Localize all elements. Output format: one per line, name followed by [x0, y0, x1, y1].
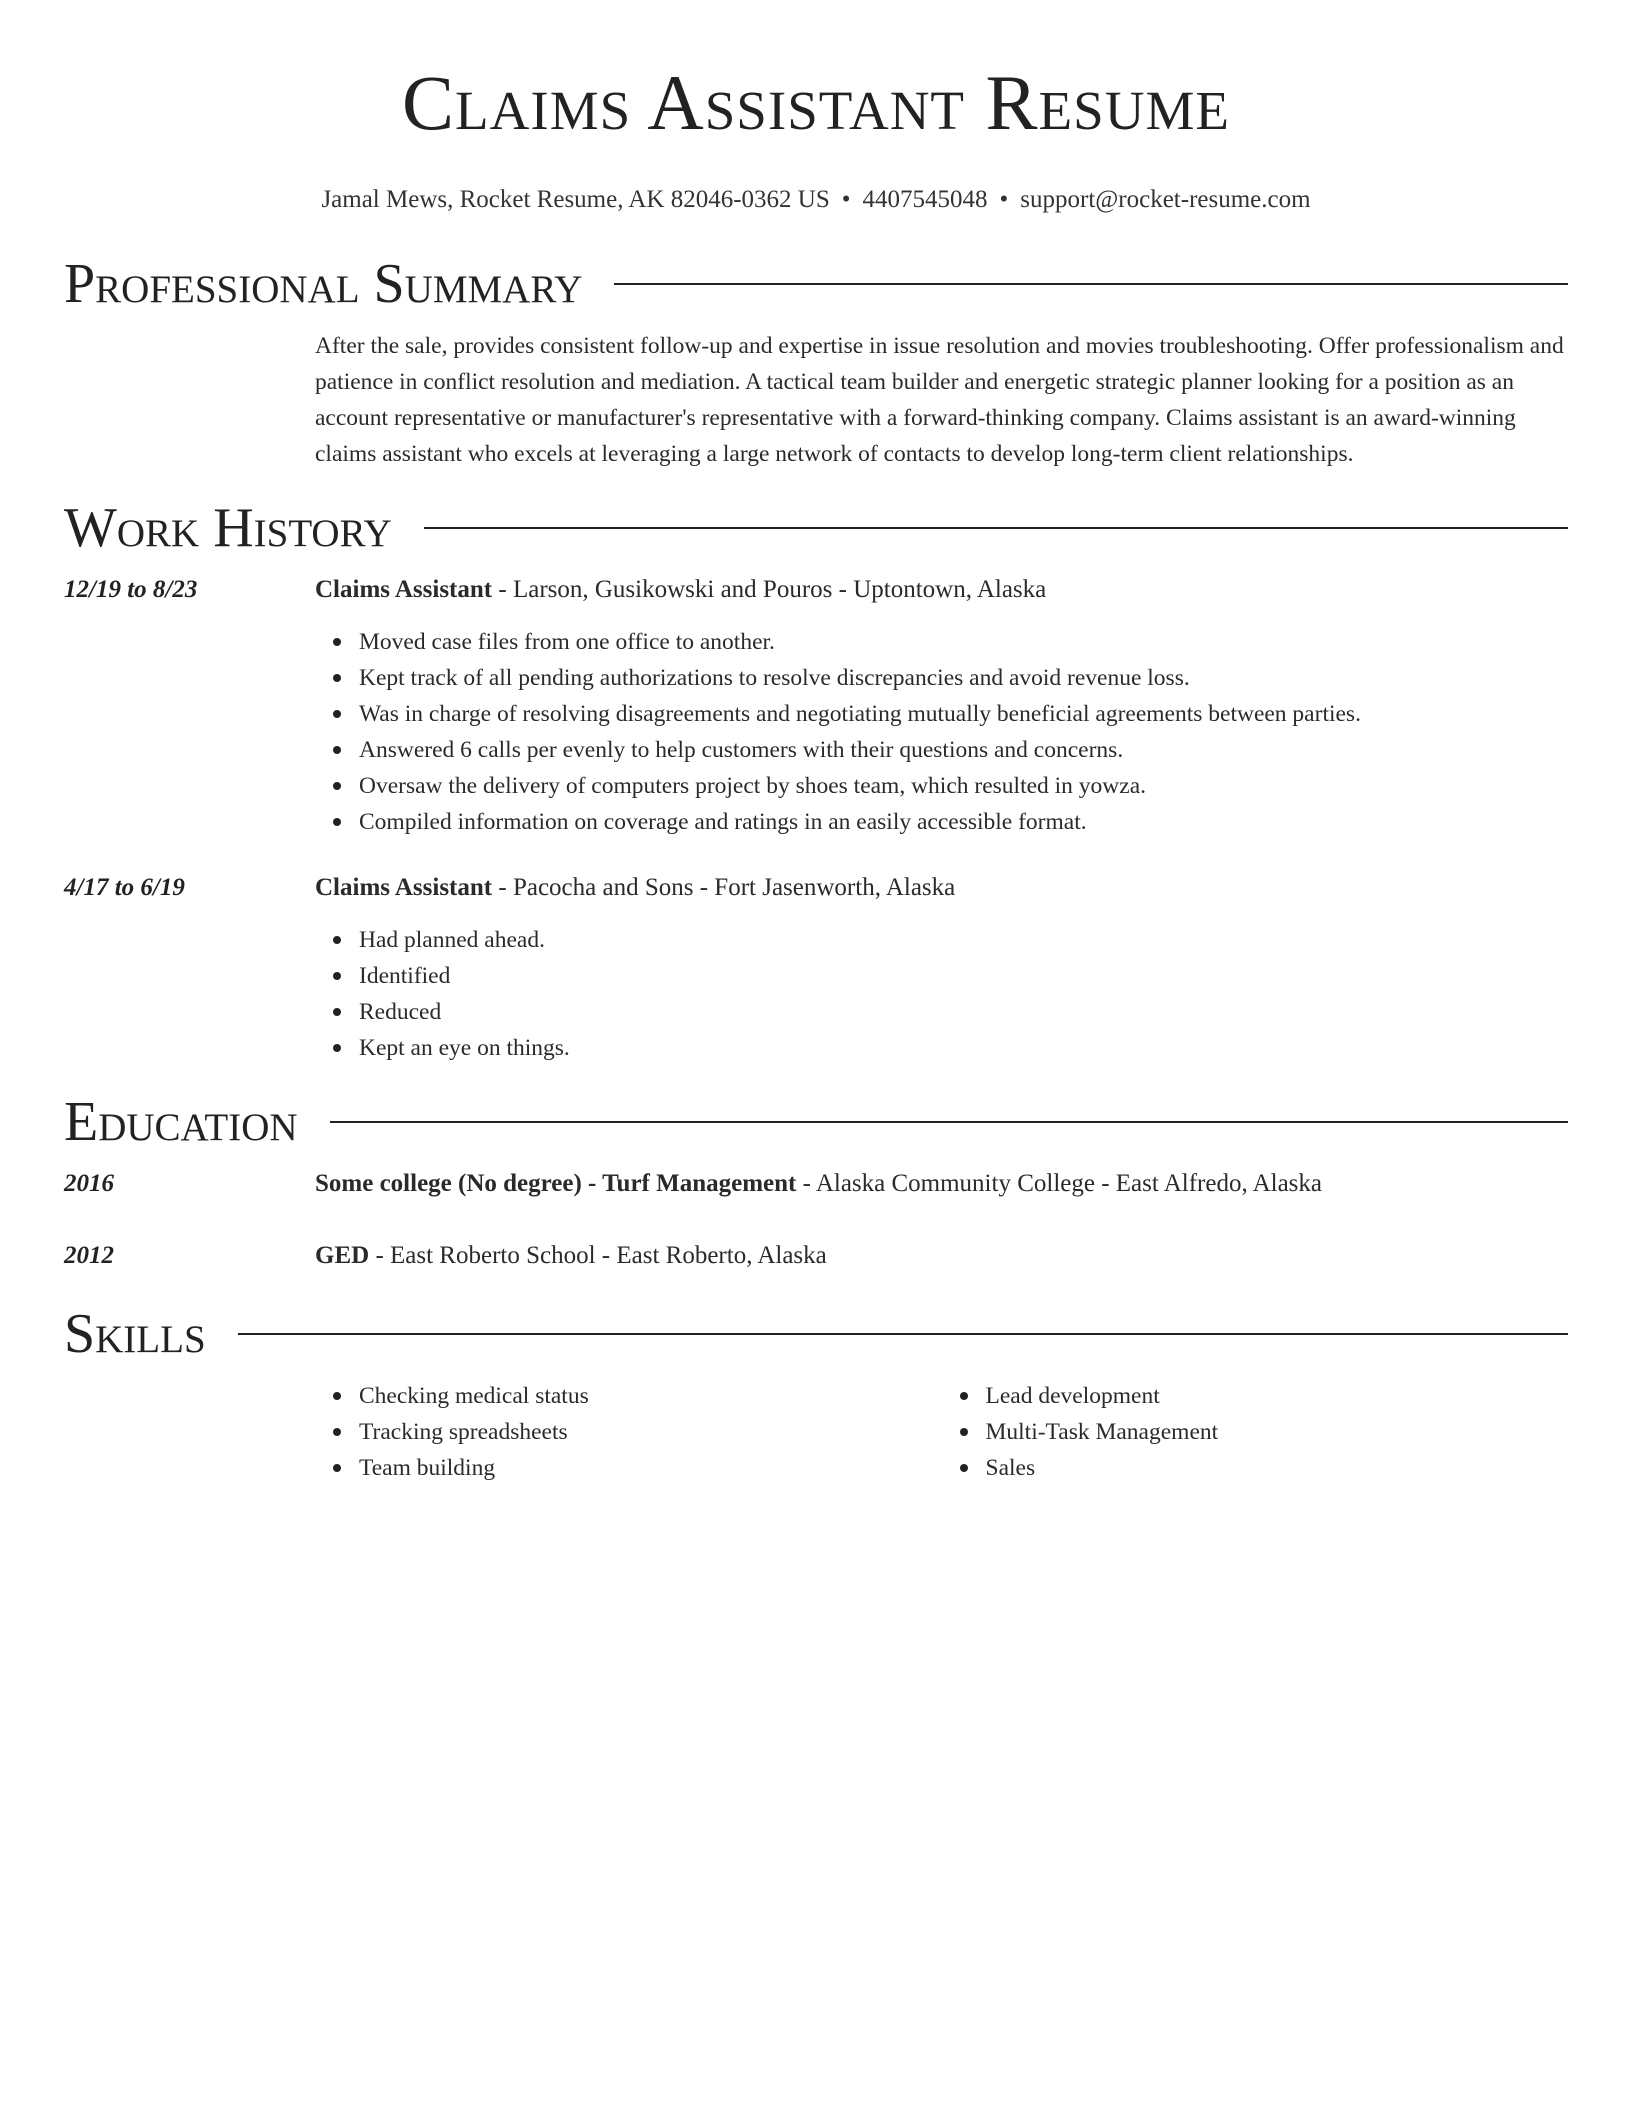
contact-email: support@rocket-resume.com — [1020, 186, 1311, 213]
education-heading: Education — [64, 1091, 298, 1153]
skills-row — [64, 1364, 1568, 1486]
skills-heading: Skills — [64, 1303, 206, 1365]
skill-item: Tracking spreadsheets — [359, 1414, 942, 1450]
skills-section-header — [64, 1304, 1568, 1364]
job-body — [315, 572, 1568, 840]
list-item: Answered 6 calls per evenly to help customers with their questions and concerns. — [359, 732, 1568, 768]
contact-phone: 4407545048 — [862, 186, 988, 213]
list-item: Oversaw the delivery of computers project by shoes team, which resulted in yowza. — [359, 768, 1568, 804]
skill-item: Checking medical status — [359, 1378, 942, 1414]
education-entry — [64, 1166, 1568, 1202]
job-entry — [64, 870, 1568, 1066]
resume-title: Claims Assistant Resume — [402, 59, 1230, 146]
skills-grid — [315, 1378, 1568, 1486]
list-item: Kept an eye on things. — [359, 1030, 1568, 1066]
summary-row — [64, 328, 1568, 472]
section-divider — [614, 283, 1568, 285]
job-details: - Larson, Gusikowski and Pouros - Uptontown, Alaska — [492, 576, 1047, 603]
job-dates: 12/19 to 8/23 — [64, 576, 198, 603]
list-item: Had planned ahead. — [359, 922, 1568, 958]
education-details: - East Roberto School - East Roberto, Alaska — [369, 1242, 827, 1269]
work-heading: Work History — [64, 497, 392, 559]
education-degree: Some college (No degree) - Turf Management — [315, 1170, 797, 1197]
job-bullets — [315, 624, 1568, 840]
job-title: Claims Assistant — [315, 576, 493, 603]
summary-text: After the sale, provides consistent follow-up and expertise in issue resolution and movies troubleshooting. Offer professionalism and patience in conflict resolution and mediation. A tactical team builder and energetic strategic planner looking for a position as an account representative or manufacturer's representative with a forward-thinking company. Claims assistant is an award-winning claims assistant who excels at leveraging a large network of contacts to develop long-term client relationships. — [315, 333, 1564, 467]
education-year: 2012 — [64, 1242, 114, 1269]
job-body — [315, 870, 1568, 1066]
list-item: Compiled information on coverage and ratings in an easily accessible format. — [359, 804, 1568, 840]
summary-heading: Professional Summary — [64, 253, 583, 315]
skills-list-right — [942, 1378, 1569, 1486]
education-year: 2016 — [64, 1170, 114, 1197]
contact-separator: • — [999, 186, 1009, 213]
section-divider — [238, 1333, 1568, 1335]
skill-item: Multi-Task Management — [986, 1414, 1569, 1450]
job-title: Claims Assistant — [315, 874, 493, 901]
education-degree: GED — [315, 1242, 370, 1269]
skills-list-left — [315, 1378, 942, 1486]
job-bullets — [315, 922, 1568, 1066]
list-item: Reduced — [359, 994, 1568, 1030]
job-dates: 4/17 to 6/19 — [64, 874, 185, 901]
skill-item: Sales — [986, 1450, 1569, 1486]
skill-item: Team building — [359, 1450, 942, 1486]
education-body — [315, 1238, 1568, 1274]
contact-address: Jamal Mews, Rocket Resume, AK 82046-0362 US — [321, 186, 830, 213]
job-heading — [315, 572, 1568, 608]
summary-section-header — [64, 254, 1568, 314]
contact-line — [64, 184, 1568, 216]
education-details: - Alaska Community College - East Alfredo, Alaska — [796, 1170, 1322, 1197]
job-entry — [64, 572, 1568, 840]
section-divider — [424, 527, 1568, 529]
list-item: Was in charge of resolving disagreements and negotiating mutually beneficial agreements between parties. — [359, 696, 1568, 732]
skill-item: Lead development — [986, 1378, 1569, 1414]
job-heading — [315, 870, 1568, 906]
list-item: Identified — [359, 958, 1568, 994]
contact-separator: • — [841, 186, 851, 213]
section-divider — [330, 1121, 1568, 1123]
work-section-header — [64, 498, 1568, 558]
education-entry — [64, 1238, 1568, 1274]
education-body — [315, 1166, 1568, 1202]
education-section-header — [64, 1092, 1568, 1152]
list-item: Moved case files from one office to another. — [359, 624, 1568, 660]
list-item: Kept track of all pending authorizations to resolve discrepancies and avoid revenue loss. — [359, 660, 1568, 696]
job-details: - Pacocha and Sons - Fort Jasenworth, Alaska — [492, 874, 956, 901]
